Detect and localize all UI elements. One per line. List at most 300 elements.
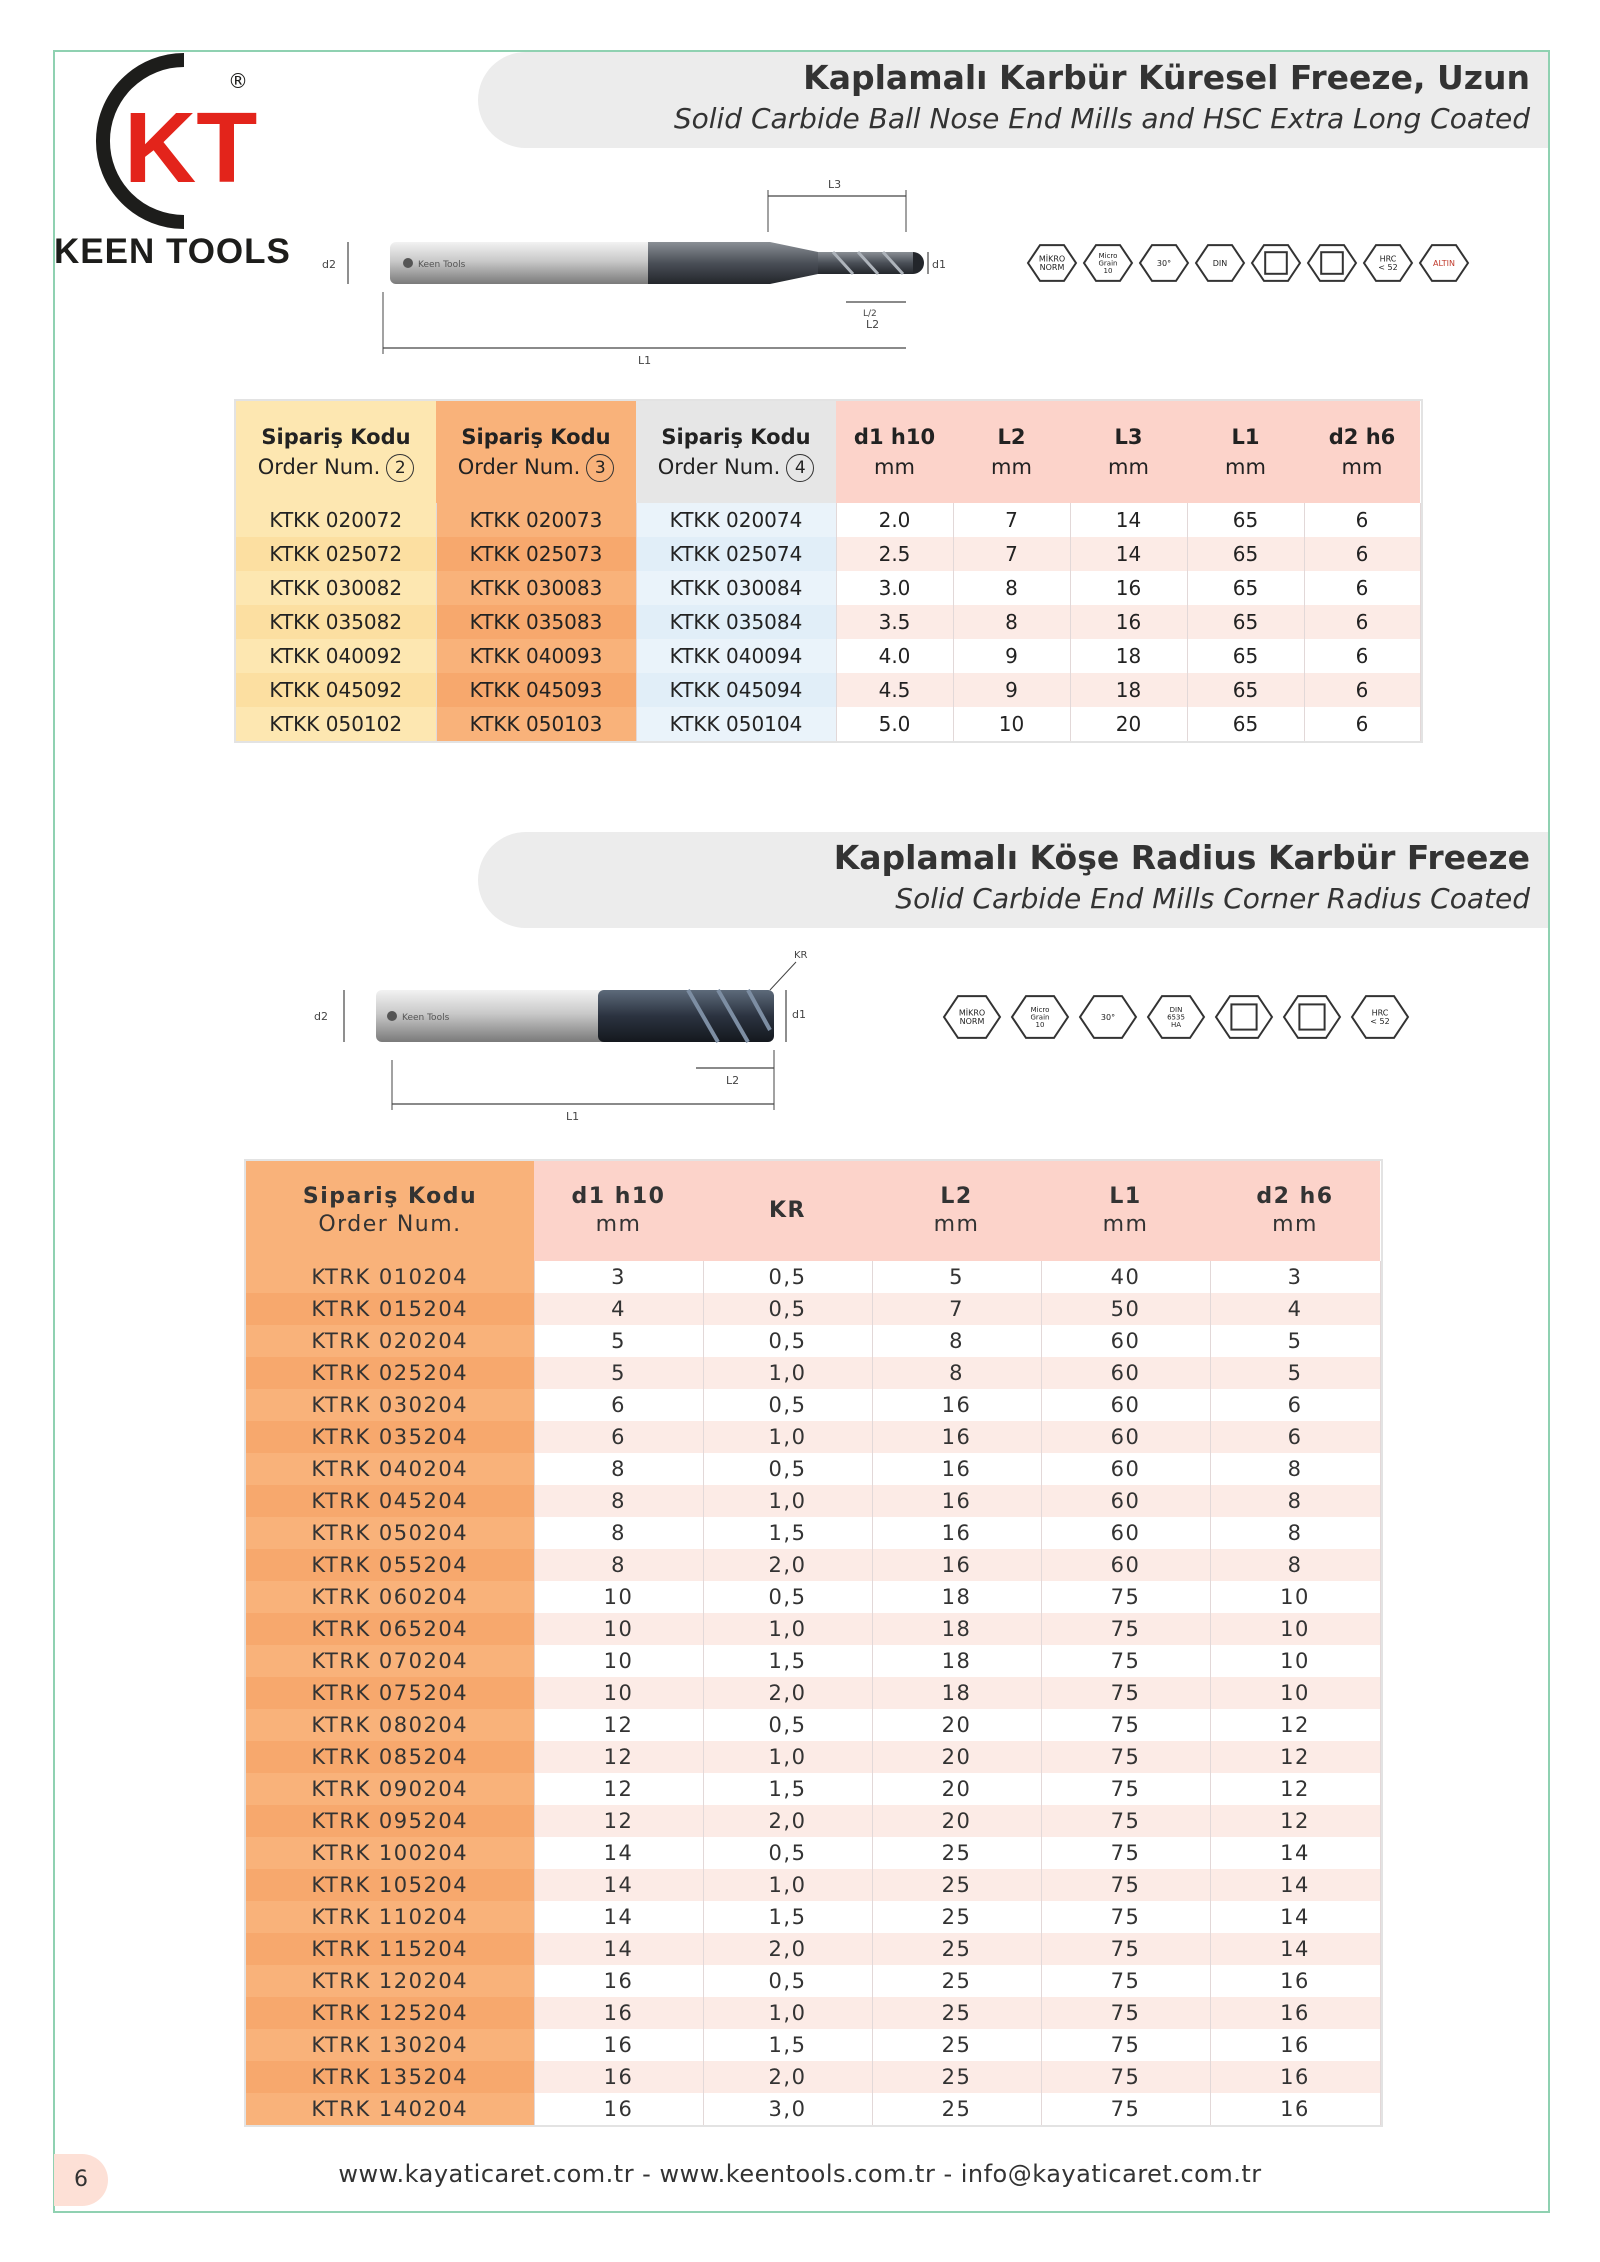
- header-l2: [872, 1161, 1041, 1261]
- table-cell: 20: [1070, 707, 1187, 741]
- coating-number-circle: 4: [786, 454, 814, 482]
- table-cell: KTRK 070204: [246, 1645, 534, 1677]
- table-cell: KTKK 030082: [236, 571, 436, 605]
- table-cell: 6: [1210, 1421, 1380, 1453]
- table-cell: 25: [872, 1997, 1041, 2029]
- table-cell: 5: [1210, 1357, 1380, 1389]
- table-cell: 16: [872, 1421, 1041, 1453]
- table-cell: KTRK 130204: [246, 2029, 534, 2061]
- table-cell: 6: [1304, 571, 1420, 605]
- table-cell: 9: [953, 673, 1070, 707]
- table-cell: 2,0: [703, 1549, 872, 1581]
- header-line1: Sipariş Kodu: [261, 425, 411, 449]
- header-order-num-3: [436, 401, 636, 503]
- table-row: [246, 1837, 1380, 1869]
- badge-label: MİKRO: [958, 1008, 986, 1018]
- table-cell: 1,5: [703, 1517, 872, 1549]
- table-cell: 4.5: [836, 673, 953, 707]
- table-cell: KTRK 020204: [246, 1325, 534, 1357]
- table-cell: 75: [1041, 1901, 1210, 1933]
- table-cell: KTKK 030084: [636, 571, 836, 605]
- table-cell: 20: [872, 1773, 1041, 1805]
- section2-title-en: Solid Carbide End Mills Corner Radius Coated: [895, 882, 1530, 915]
- table-cell: 25: [872, 2029, 1041, 2061]
- table-cell: 1,5: [703, 1773, 872, 1805]
- feature-badge-icon: [1196, 245, 1244, 281]
- table-row: [246, 1421, 1380, 1453]
- header-d1: [836, 401, 953, 503]
- table-cell: 1,5: [703, 1901, 872, 1933]
- table-cell: KTRK 105204: [246, 1869, 534, 1901]
- table-cell: 12: [1210, 1773, 1380, 1805]
- header-kr: [703, 1161, 872, 1261]
- badge-label: Micro: [1098, 251, 1118, 260]
- ball-tip: [913, 252, 924, 274]
- table-cell: 0,5: [703, 1325, 872, 1357]
- table-row: [246, 1677, 1380, 1709]
- table-cell: 16: [872, 1517, 1041, 1549]
- table-cell: 75: [1041, 1613, 1210, 1645]
- section1-banner: [478, 52, 1548, 148]
- table-cell: 75: [1041, 1677, 1210, 1709]
- table-cell: KTRK 040204: [246, 1453, 534, 1485]
- table-cell: 6: [1304, 673, 1420, 707]
- table-row: [236, 605, 1420, 639]
- table-cell: KTKK 035083: [436, 605, 636, 639]
- table-cell: 1,5: [703, 2029, 872, 2061]
- table-cell: 16: [1210, 2093, 1380, 2125]
- d2-label: d2: [322, 258, 336, 271]
- table-cell: 6: [534, 1389, 703, 1421]
- table-cell: KTKK 025073: [436, 537, 636, 571]
- table-cell: 40: [1041, 1261, 1210, 1293]
- badge-label: MİKRO: [1038, 254, 1066, 264]
- table-cell: KTRK 045204: [246, 1485, 534, 1517]
- table-cell: KTRK 085204: [246, 1741, 534, 1773]
- tool-text: Keen Tools: [402, 1013, 450, 1023]
- brand-name: KEEN TOOLS: [54, 232, 291, 271]
- table-cell: 16: [1210, 2061, 1380, 2093]
- table-cell: 75: [1041, 1837, 1210, 1869]
- table-cell: 8: [1210, 1517, 1380, 1549]
- table-cell: 18: [1070, 673, 1187, 707]
- table-cell: 14: [534, 1837, 703, 1869]
- table-cell: 75: [1041, 1645, 1210, 1677]
- table-cell: 18: [872, 1581, 1041, 1613]
- table-cell: 16: [872, 1453, 1041, 1485]
- table-cell: KTKK 050102: [236, 707, 436, 741]
- table-cell: KTRK 140204: [246, 2093, 534, 2125]
- table-row: [246, 1549, 1380, 1581]
- badge-label: NORM: [959, 1017, 985, 1027]
- table-row: [246, 1645, 1380, 1677]
- table-row: [246, 1485, 1380, 1517]
- table-cell: 25: [872, 1901, 1041, 1933]
- table-cell: 3: [534, 1261, 703, 1293]
- table-cell: 18: [1070, 639, 1187, 673]
- section2-title-tr: Kaplamalı Köşe Radius Karbür Freeze: [833, 838, 1530, 877]
- table-row: [246, 1389, 1380, 1421]
- table-cell: 25: [872, 1837, 1041, 1869]
- header-line1: d2 h6: [1328, 425, 1396, 449]
- table-row: [246, 1325, 1380, 1357]
- table-cell: 18: [872, 1645, 1041, 1677]
- header-line1: d2 h6: [1256, 1184, 1334, 1209]
- table-cell: 12: [1210, 1741, 1380, 1773]
- table-cell: 10: [534, 1677, 703, 1709]
- feature-badge-icon: [1080, 996, 1136, 1038]
- table-cell: 14: [1210, 1869, 1380, 1901]
- d1-label: d1: [792, 1008, 806, 1021]
- hexagon-shape: [1284, 996, 1340, 1038]
- table-cell: 16: [1210, 1965, 1380, 1997]
- badge-label: DIN: [1169, 1005, 1183, 1014]
- table-cell: KTRK 035204: [246, 1421, 534, 1453]
- table-cell: 12: [534, 1709, 703, 1741]
- table-cell: 10: [953, 707, 1070, 741]
- header-line1: L1: [1109, 1184, 1142, 1209]
- table-cell: 1,0: [703, 1485, 872, 1517]
- header-order-num-4: [636, 401, 836, 503]
- table-cell: KTKK 045092: [236, 673, 436, 707]
- table-cell: 25: [872, 1965, 1041, 1997]
- table-cell: KTKK 035082: [236, 605, 436, 639]
- table-cell: 75: [1041, 2093, 1210, 2125]
- table-cell: 12: [1210, 1805, 1380, 1837]
- table-cell: 10: [534, 1581, 703, 1613]
- l1-label: L1: [638, 354, 652, 367]
- feature-badge-icon: [944, 996, 1000, 1038]
- table-cell: 16: [534, 1965, 703, 1997]
- table-cell: 1,0: [703, 1421, 872, 1453]
- header-line2: mm: [595, 1212, 642, 1237]
- table-cell: 16: [534, 1997, 703, 2029]
- header-line2: mm: [1272, 1212, 1318, 1237]
- table-cell: 8: [1210, 1485, 1380, 1517]
- table-cell: KTRK 075204: [246, 1677, 534, 1709]
- table-cell: 2,0: [703, 1933, 872, 1965]
- section2-banner: [478, 832, 1548, 928]
- table-cell: KTRK 120204: [246, 1965, 534, 1997]
- feature-badge-icon: [1028, 245, 1076, 281]
- header-line1: L2: [940, 1184, 973, 1209]
- header-line1: Sipariş Kodu: [661, 425, 811, 449]
- table-cell: 10: [1210, 1677, 1380, 1709]
- r-label: L/2: [863, 309, 877, 319]
- table-cell: KTKK 040092: [236, 639, 436, 673]
- header-d2: [1304, 401, 1420, 503]
- table-cell: 6: [1304, 639, 1420, 673]
- table-cell: 8: [872, 1357, 1041, 1389]
- table-cell: 75: [1041, 1741, 1210, 1773]
- ball-nose-spec-table: [236, 401, 1421, 741]
- table-cell: 20: [872, 1805, 1041, 1837]
- table-row: [236, 503, 1420, 537]
- badge-label: Grain: [1098, 259, 1118, 268]
- l2-label: L2: [726, 1074, 740, 1087]
- table-row: [246, 1581, 1380, 1613]
- table-cell: KTKK 025074: [636, 537, 836, 571]
- table-cell: 7: [953, 537, 1070, 571]
- table-cell: 1,0: [703, 1613, 872, 1645]
- header-line2: mm: [1225, 455, 1266, 479]
- table-cell: 12: [534, 1773, 703, 1805]
- page-number: 6: [54, 2154, 108, 2206]
- table-cell: 6: [1304, 605, 1420, 639]
- table-row: [246, 1517, 1380, 1549]
- feature-badge-icon: [1364, 245, 1412, 281]
- table-cell: 0,5: [703, 1581, 872, 1613]
- table-cell: 16: [1070, 605, 1187, 639]
- table-cell: KTKK 025072: [236, 537, 436, 571]
- table-cell: 16: [872, 1389, 1041, 1421]
- feature-badge-icon: [1012, 996, 1068, 1038]
- hexagon-shape: [1216, 996, 1272, 1038]
- table-cell: 65: [1187, 503, 1304, 537]
- table-row: [246, 1805, 1380, 1837]
- table-cell: 16: [1210, 2029, 1380, 2061]
- table-cell: 7: [872, 1293, 1041, 1325]
- tool-text: Keen Tools: [418, 260, 466, 270]
- table-cell: 60: [1041, 1357, 1210, 1389]
- table-cell: KTRK 050204: [246, 1517, 534, 1549]
- table-cell: 25: [872, 1869, 1041, 1901]
- table-row: [246, 1933, 1380, 1965]
- table-cell: KTRK 100204: [246, 1837, 534, 1869]
- header-d1: [534, 1161, 703, 1261]
- badge-label: 6535: [1167, 1013, 1185, 1022]
- table-cell: KTRK 110204: [246, 1901, 534, 1933]
- table-cell: 14: [1210, 1933, 1380, 1965]
- hexagon-shape: [1252, 245, 1300, 281]
- badge-label: DIN: [1212, 258, 1228, 268]
- table-cell: 10: [534, 1645, 703, 1677]
- table-cell: 8: [953, 605, 1070, 639]
- table-cell: KTKK 030083: [436, 571, 636, 605]
- table-cell: 75: [1041, 1581, 1210, 1613]
- badge-label: HRC: [1371, 1008, 1389, 1018]
- table-cell: 1,0: [703, 1997, 872, 2029]
- table-cell: 2.5: [836, 537, 953, 571]
- table-cell: KTRK 015204: [246, 1293, 534, 1325]
- header-line1: L2: [997, 425, 1026, 449]
- table-cell: 3.5: [836, 605, 953, 639]
- feature-badge-icon: [1140, 245, 1188, 281]
- header-l2: [953, 401, 1070, 503]
- header-line1: L3: [1114, 425, 1143, 449]
- table-cell: KTRK 060204: [246, 1581, 534, 1613]
- table-cell: 75: [1041, 1933, 1210, 1965]
- table-cell: 8: [534, 1549, 703, 1581]
- table-cell: KTKK 050104: [636, 707, 836, 741]
- header-line1: KR: [769, 1198, 806, 1223]
- table-cell: 16: [534, 2093, 703, 2125]
- table-cell: 0,5: [703, 1453, 872, 1485]
- table-cell: 75: [1041, 1805, 1210, 1837]
- table-cell: 14: [1070, 503, 1187, 537]
- table-cell: 16: [534, 2029, 703, 2061]
- feature-badge-icon: [1252, 245, 1300, 281]
- table-cell: 1,0: [703, 1741, 872, 1773]
- table-cell: KTRK 090204: [246, 1773, 534, 1805]
- table-cell: 18: [872, 1677, 1041, 1709]
- table-cell: 5.0: [836, 707, 953, 741]
- table-cell: KTKK 035084: [636, 605, 836, 639]
- table-cell: 3.0: [836, 571, 953, 605]
- table-cell: 75: [1041, 1965, 1210, 1997]
- table-row: [246, 1741, 1380, 1773]
- header-order-num: [246, 1161, 534, 1261]
- table-cell: 65: [1187, 571, 1304, 605]
- table-cell: 2.0: [836, 503, 953, 537]
- table-cell: 4.0: [836, 639, 953, 673]
- table-cell: 1,0: [703, 1869, 872, 1901]
- feature-badge-icon: [1420, 245, 1468, 281]
- table-cell: 14: [1210, 1837, 1380, 1869]
- section2-feature-badges: [940, 986, 1420, 1046]
- table-cell: 20: [872, 1709, 1041, 1741]
- header-order-num-2: [236, 401, 436, 503]
- table-cell: KTKK 040093: [436, 639, 636, 673]
- header-line2: mm: [874, 455, 915, 479]
- table-cell: 2,0: [703, 1805, 872, 1837]
- table-cell: KTKK 050103: [436, 707, 636, 741]
- table-cell: 12: [534, 1741, 703, 1773]
- header-line1: d1 h10: [853, 425, 936, 449]
- table-cell: 8: [1210, 1549, 1380, 1581]
- table-cell: 12: [1210, 1709, 1380, 1741]
- badge-label: < 52: [1378, 263, 1398, 273]
- table-cell: 10: [534, 1613, 703, 1645]
- section1-title-tr: Kaplamalı Karbür Küresel Freeze, Uzun: [803, 58, 1530, 97]
- table-cell: KTRK 135204: [246, 2061, 534, 2093]
- table-cell: 60: [1041, 1517, 1210, 1549]
- d2-label: d2: [314, 1010, 328, 1023]
- table-cell: KTKK 045093: [436, 673, 636, 707]
- feature-badge-icon: [1216, 996, 1272, 1038]
- table-cell: 5: [872, 1261, 1041, 1293]
- table-cell: 65: [1187, 605, 1304, 639]
- table-cell: 16: [534, 2061, 703, 2093]
- table-cell: 65: [1187, 707, 1304, 741]
- table-cell: 0,5: [703, 1837, 872, 1869]
- ball-nose-drawing: [318, 172, 968, 372]
- feature-badge-icon: [1352, 996, 1408, 1038]
- table-row: [246, 1357, 1380, 1389]
- table-cell: 8: [1210, 1453, 1380, 1485]
- l1-label: L1: [566, 1110, 580, 1123]
- kr-leader: [770, 962, 796, 990]
- tool-neck: [770, 242, 818, 284]
- table-cell: 5: [534, 1357, 703, 1389]
- table-cell: KTKK 020073: [436, 503, 636, 537]
- tool-mark-icon: [403, 258, 413, 268]
- table-cell: 2,0: [703, 2061, 872, 2093]
- table-cell: KTRK 125204: [246, 1997, 534, 2029]
- table-cell: 60: [1041, 1549, 1210, 1581]
- table-cell: KTRK 065204: [246, 1613, 534, 1645]
- table-cell: 14: [1210, 1901, 1380, 1933]
- corner-radius-drawing: [308, 940, 848, 1130]
- table-cell: 5: [534, 1325, 703, 1357]
- table-row: [246, 1613, 1380, 1645]
- table-row: [246, 2093, 1380, 2125]
- table-cell: 18: [872, 1613, 1041, 1645]
- header-line1: Sipariş Kodu: [461, 425, 611, 449]
- table-cell: KTRK 080204: [246, 1709, 534, 1741]
- table-cell: 0,5: [703, 1389, 872, 1421]
- table-cell: KTRK 115204: [246, 1933, 534, 1965]
- badge-label: 30°: [1156, 258, 1172, 268]
- table-cell: 16: [1070, 571, 1187, 605]
- table-cell: 14: [534, 1933, 703, 1965]
- kr-label: KR: [794, 950, 808, 961]
- table-cell: 25: [872, 1933, 1041, 1965]
- table-cell: 4: [534, 1293, 703, 1325]
- footer-contact: www.kayaticaret.com.tr - www.keentools.com.tr - info@kayaticaret.com.tr: [338, 2160, 1262, 2188]
- table-cell: 16: [872, 1485, 1041, 1517]
- table-cell: 5: [1210, 1325, 1380, 1357]
- table-row: [246, 1997, 1380, 2029]
- table-row: [246, 1261, 1380, 1293]
- header-line2: mm: [933, 1212, 980, 1237]
- header-l1: [1187, 401, 1304, 503]
- table-cell: 16: [1210, 1997, 1380, 2029]
- l3-label: L3: [828, 178, 842, 191]
- table-row: [246, 1293, 1380, 1325]
- feature-badge-icon: [1084, 245, 1132, 281]
- table-row: [246, 2029, 1380, 2061]
- table-cell: 65: [1187, 537, 1304, 571]
- header-line2: mm: [1341, 455, 1383, 479]
- table-cell: KTKK 045094: [636, 673, 836, 707]
- table-cell: 7: [953, 503, 1070, 537]
- header-line2: mm: [1108, 455, 1149, 479]
- table-cell: 6: [1304, 537, 1420, 571]
- table-cell: 60: [1041, 1421, 1210, 1453]
- table-cell: 0,5: [703, 1293, 872, 1325]
- table-cell: 65: [1187, 639, 1304, 673]
- table-cell: 8: [953, 571, 1070, 605]
- badge-label: < 52: [1370, 1017, 1390, 1027]
- header-line1: Sipariş Kodu: [302, 1184, 478, 1209]
- table-row: [236, 639, 1420, 673]
- table-cell: 16: [872, 1549, 1041, 1581]
- table-cell: 9: [953, 639, 1070, 673]
- table-cell: KTRK 095204: [246, 1805, 534, 1837]
- table-cell: 0,5: [703, 1965, 872, 1997]
- tool-mark-icon: [387, 1011, 397, 1021]
- table-cell: 60: [1041, 1325, 1210, 1357]
- registered-mark: ®: [228, 69, 248, 93]
- tool-cutting-head: [598, 990, 774, 1042]
- table-cell: 6: [1304, 707, 1420, 741]
- section1-title-en: Solid Carbide Ball Nose End Mills and HSC Extra Long Coated: [673, 102, 1530, 135]
- table-cell: 1,0: [703, 1357, 872, 1389]
- table-cell: 25: [872, 2061, 1041, 2093]
- header-line2: Order Num.: [457, 455, 581, 479]
- section1-feature-badges: [1024, 236, 1474, 290]
- table-cell: 8: [872, 1325, 1041, 1357]
- feature-badge-icon: [1308, 245, 1356, 281]
- badge-label: NORM: [1039, 263, 1065, 273]
- table-cell: KTRK 025204: [246, 1357, 534, 1389]
- coating-number-circle: 3: [586, 454, 614, 482]
- badge-label: HRC: [1379, 254, 1397, 264]
- header-line2: Order Num.: [257, 455, 381, 479]
- badge-label: Grain: [1030, 1013, 1050, 1022]
- table-cell: 75: [1041, 1869, 1210, 1901]
